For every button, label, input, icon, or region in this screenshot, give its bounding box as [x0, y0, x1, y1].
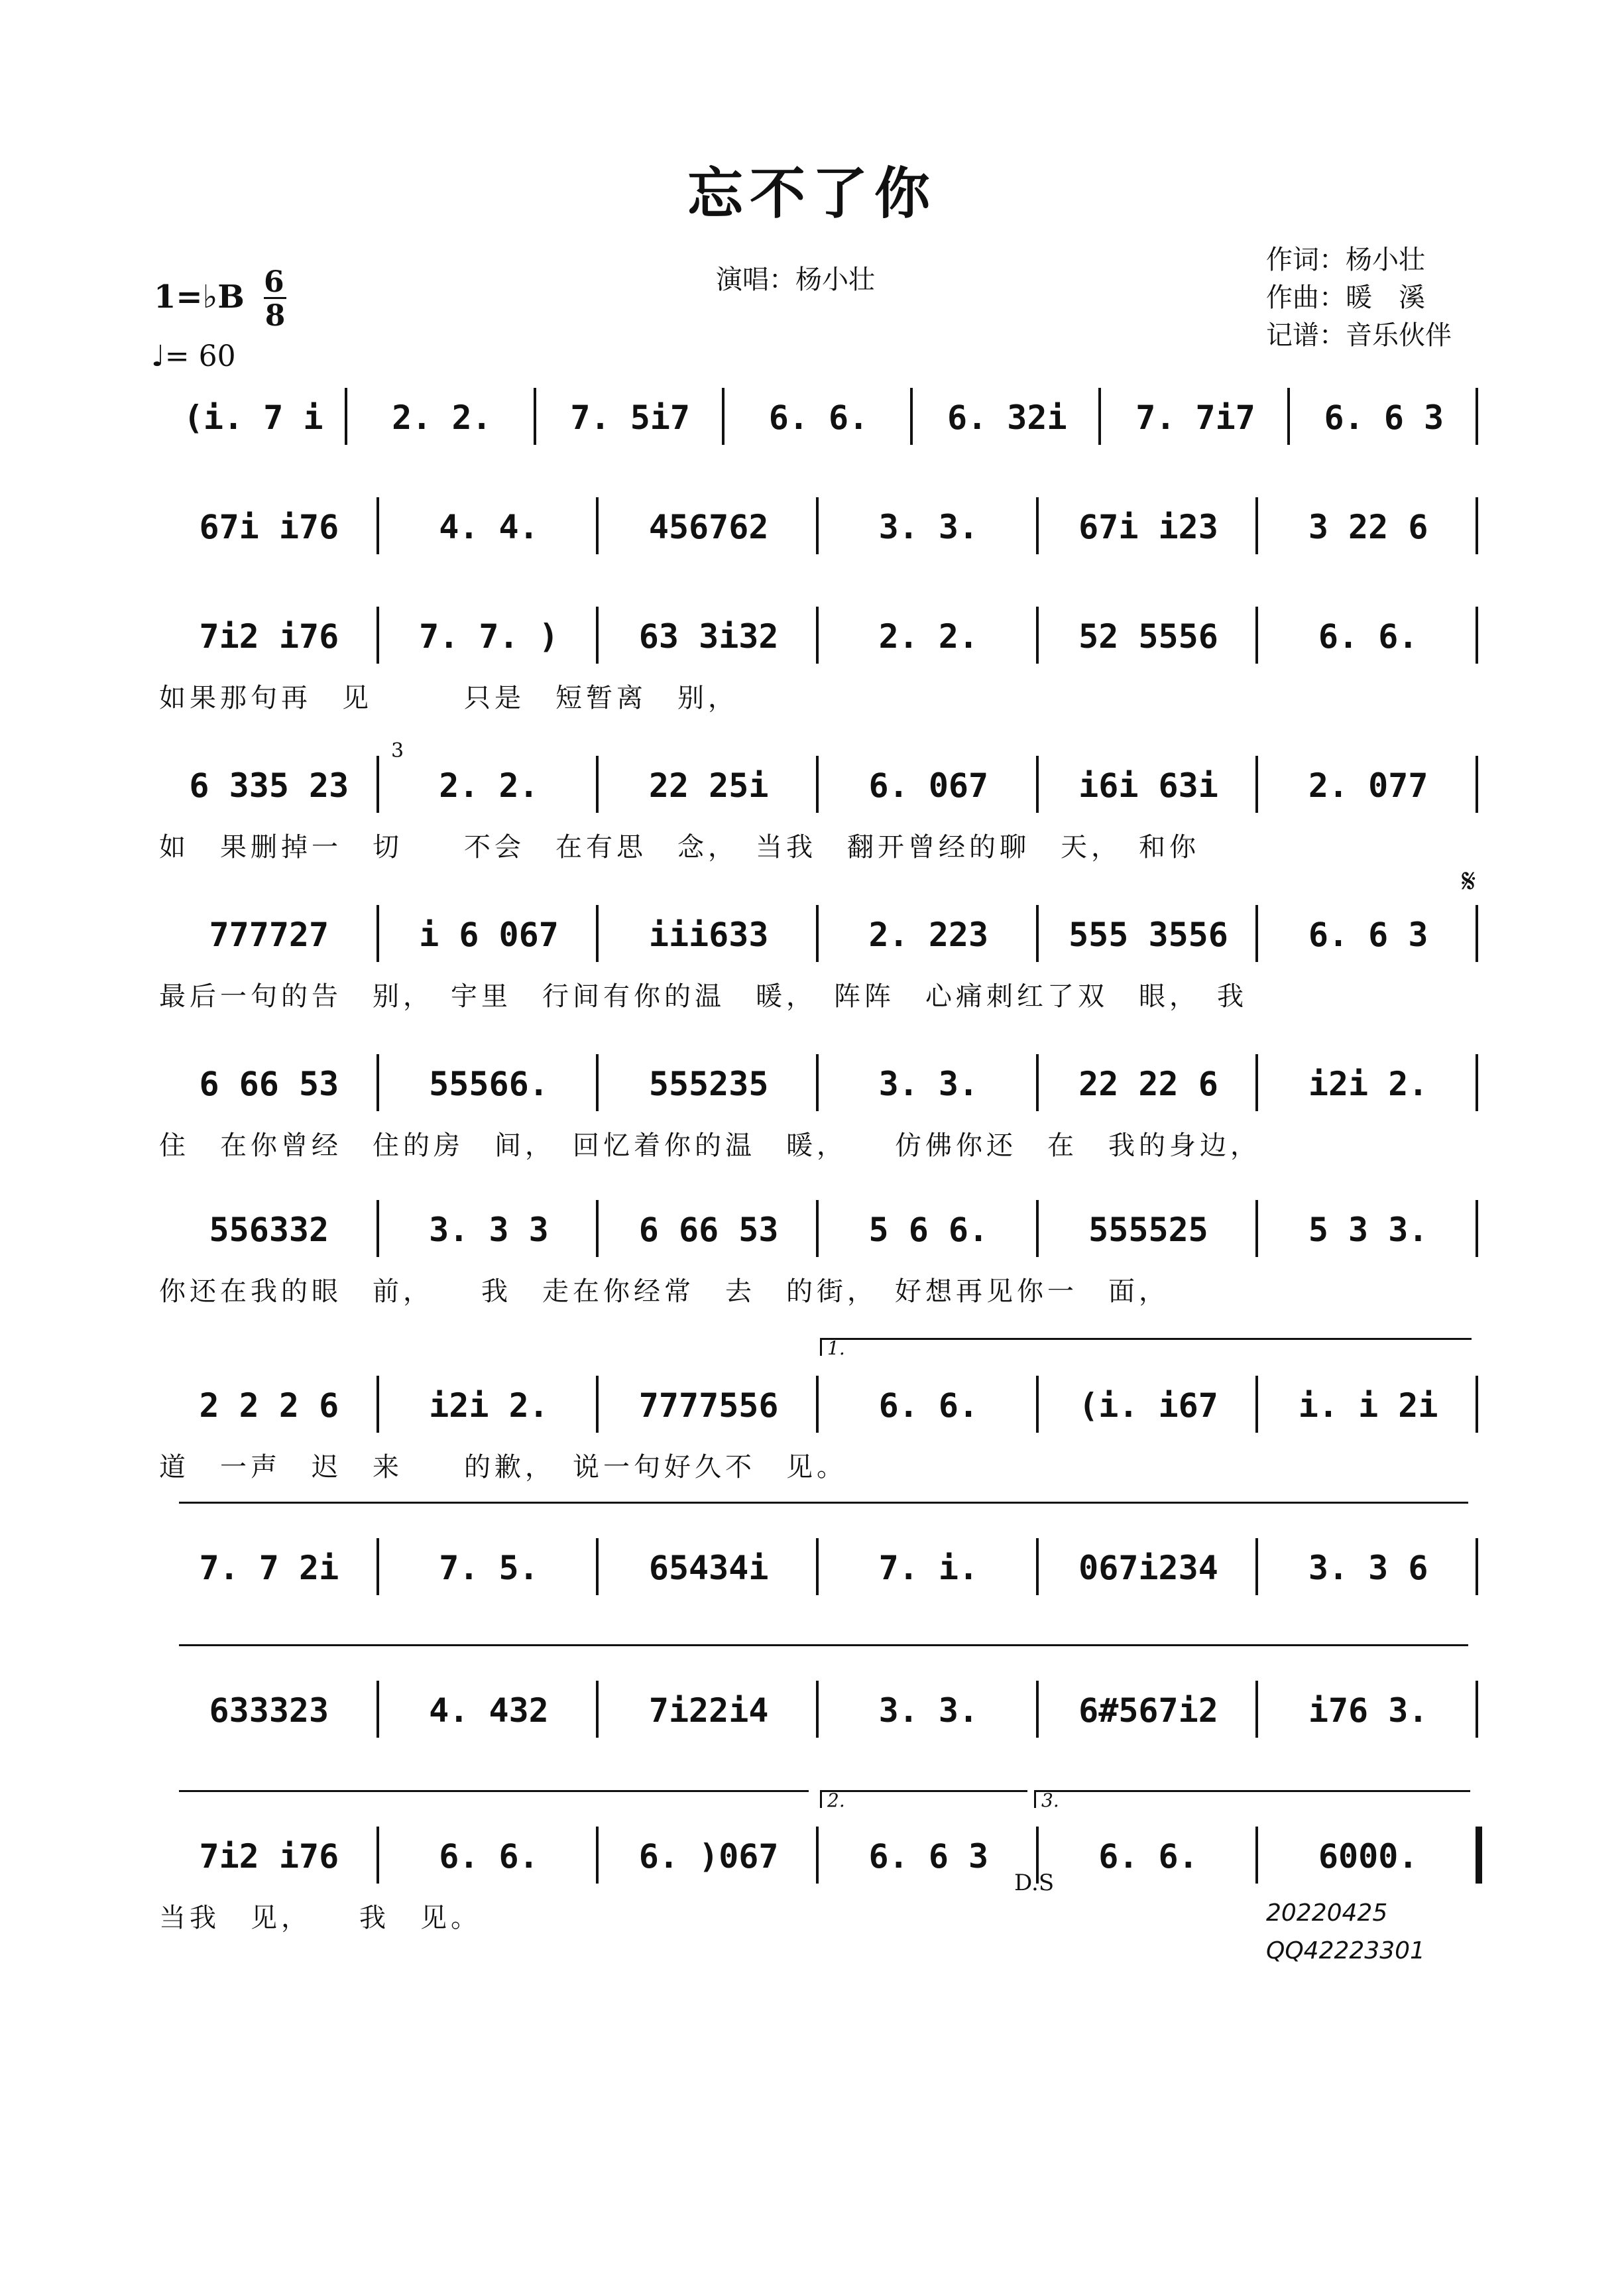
measure: 67i i23 [1078, 508, 1218, 546]
measure: 65434i [648, 1549, 769, 1587]
bar-line [816, 905, 819, 962]
measure: 6. 6. [1098, 1837, 1198, 1876]
lyric-line: 如 果删掉一 切 不会 在有思 念， 当我 翻开曾经的聊 天， 和你 [159, 832, 1200, 863]
measure: 5 3 3. [1308, 1211, 1428, 1249]
bar-line [816, 1538, 819, 1595]
bracket-line [179, 1644, 1468, 1646]
bar-line [722, 388, 725, 445]
measure: 6#567i2 [1078, 1691, 1218, 1730]
measure: 3 22 6 [1308, 508, 1428, 546]
measure: 555 3556 [1069, 916, 1228, 954]
bar-line [596, 1376, 599, 1433]
bar-line [1255, 1200, 1258, 1257]
measure: 633323 [209, 1691, 329, 1730]
breath-mark: 3 [391, 739, 404, 762]
measure: i2i 2. [429, 1386, 549, 1425]
measure: (i. 7 i [183, 398, 323, 437]
bar-line [816, 1376, 819, 1433]
measure: 6. 067 [868, 766, 989, 805]
measure: 22 22 6 [1078, 1065, 1218, 1103]
notation-line [159, 1382, 1478, 1429]
measure: 5 6 6. [868, 1211, 989, 1249]
notation-line [159, 504, 1478, 550]
date-stamp: 20220425 [1266, 1899, 1388, 1927]
bar-line [910, 388, 913, 445]
bar-line [345, 388, 347, 445]
notation-line [159, 1207, 1478, 1253]
bar-line [596, 1827, 599, 1884]
measure: 3. 3. [878, 1065, 979, 1103]
bar-line [1476, 1538, 1478, 1595]
notation-line [159, 1061, 1478, 1107]
measure: iii633 [648, 916, 769, 954]
measure: 63 3i32 [638, 617, 779, 656]
bar-line [1476, 905, 1478, 962]
bar-line [816, 756, 819, 813]
measure: 3. 3. [878, 1691, 979, 1730]
time-signature-bottom: 8 [264, 297, 286, 333]
measure: 4. 4. [439, 508, 539, 546]
measure: 2. 2. [392, 398, 492, 437]
bar-line [816, 1200, 819, 1257]
measure: 2 2 2 6 [199, 1386, 339, 1425]
bar-line [1476, 1200, 1478, 1257]
bar-line [1476, 497, 1478, 554]
singer-credit: 演唱：杨小壮 [716, 265, 875, 295]
measure: 7i2 i76 [199, 617, 339, 656]
measure: 3. 3 6 [1308, 1549, 1428, 1587]
notation-line [159, 1545, 1478, 1591]
measure: 6 66 53 [199, 1065, 339, 1103]
qq-stamp: QQ42223301 [1266, 1937, 1425, 1964]
bar-line [1255, 1827, 1258, 1884]
bar-line [816, 1827, 819, 1884]
lyric-line: 道 一声 迟 来 的歉， 说一句好久不 见。 [159, 1452, 847, 1482]
bar-line [1255, 905, 1258, 962]
bar-line [1476, 1376, 1478, 1433]
measure: 6. 6. [1318, 617, 1419, 656]
bracket-line [179, 1502, 1468, 1504]
bar-line [1036, 756, 1039, 813]
song-title: 忘不了你 [687, 160, 937, 226]
bar-line [1255, 1538, 1258, 1595]
bar-line [377, 1376, 379, 1433]
bar-line [1036, 497, 1039, 554]
measure: i76 3. [1308, 1691, 1428, 1730]
measure: 456762 [648, 508, 769, 546]
bar-line [1036, 1054, 1039, 1111]
measure: 067i234 [1078, 1549, 1218, 1587]
lyric-line: 住 在你曾经 住的房 间， 回忆着你的温 暖， 仿佛你还 在 我的身边， [159, 1130, 1261, 1161]
notation-line [159, 912, 1478, 958]
measure: 555525 [1088, 1211, 1208, 1249]
bar-line [596, 1054, 599, 1111]
measure: 2. 223 [868, 916, 989, 954]
measure: 67i i76 [199, 508, 339, 546]
measure: 3. 3 3 [429, 1211, 549, 1249]
bar-line [1255, 607, 1258, 664]
bar-line [377, 497, 379, 554]
bar-line [1287, 388, 1290, 445]
measure: 777727 [209, 916, 329, 954]
measure: 6. 6 3 [1308, 916, 1428, 954]
bar-line [534, 388, 536, 445]
bar-line [816, 1681, 819, 1738]
lyric-line: 当我 见， 我 见。 [159, 1903, 481, 1933]
bar-line [596, 497, 599, 554]
bar-line [1476, 1054, 1478, 1111]
bar-line [377, 1681, 379, 1738]
measure: 6. 6 3 [868, 1837, 989, 1876]
bar-line [377, 1827, 379, 1884]
bar-line [1255, 756, 1258, 813]
bar-line [1036, 1538, 1039, 1595]
measure: 7777556 [638, 1386, 779, 1425]
measure: 6. 6. [768, 398, 869, 437]
bracket-line [179, 1790, 809, 1792]
measure: i. i 2i [1298, 1386, 1438, 1425]
volta-first-ending: 1. [820, 1338, 1472, 1356]
key-signature: 1=♭B [154, 278, 245, 316]
measure: i 6 067 [419, 916, 559, 954]
bar-line [596, 1200, 599, 1257]
composer-credit: 作曲：暖 溪 [1266, 282, 1425, 313]
bar-line [1255, 1376, 1258, 1433]
ds-mark: D.S [1014, 1870, 1055, 1896]
notation-line [159, 394, 1478, 441]
notation-line [159, 613, 1478, 660]
bar-line [1476, 388, 1478, 445]
lyric-line: 最后一句的告 别， 宇里 行间有你的温 暖， 阵阵 心痛刺红了双 眼， 我 [159, 981, 1247, 1012]
measure: 6. )067 [638, 1837, 779, 1876]
bar-line [1255, 497, 1258, 554]
bar-line [816, 497, 819, 554]
measure: 2. 077 [1308, 766, 1428, 805]
measure: (i. i67 [1078, 1386, 1218, 1425]
measure: 7. 5. [439, 1549, 539, 1587]
tempo-mark: ♩= 60 [151, 339, 236, 373]
measure: 55566. [429, 1065, 549, 1103]
measure: 7i22i4 [648, 1691, 769, 1730]
lyric-line: 如果那句再 见 只是 短暂离 别， [159, 683, 738, 713]
bar-line [377, 1054, 379, 1111]
measure: 7. i. [878, 1549, 979, 1587]
volta-second-ending: 2. [820, 1790, 1027, 1808]
measure: 6. 6. [878, 1386, 979, 1425]
transcriber-credit: 记谱：音乐伙伴 [1266, 320, 1452, 351]
measure: 7. 7i7 [1135, 398, 1255, 437]
measure: 6000. [1318, 1837, 1419, 1876]
bar-line [596, 607, 599, 664]
measure: 3. 3. [878, 508, 979, 546]
measure: 7. 7. ) [419, 617, 559, 656]
bar-line [596, 756, 599, 813]
bar-line [596, 1538, 599, 1595]
measure: 555235 [648, 1065, 769, 1103]
bar-line [1036, 607, 1039, 664]
bar-line [1255, 1054, 1258, 1111]
bar-line [377, 905, 379, 962]
time-signature-top: 6 [264, 265, 284, 299]
measure: 7. 7 2i [199, 1549, 339, 1587]
bar-line [596, 1681, 599, 1738]
notation-line [159, 762, 1478, 809]
bar-line [1036, 1200, 1039, 1257]
bar-line [596, 905, 599, 962]
bar-line [816, 607, 819, 664]
measure: i2i 2. [1308, 1065, 1428, 1103]
measure: 7. 5i7 [570, 398, 691, 437]
measure: 6 66 53 [638, 1211, 779, 1249]
measure: 556332 [209, 1211, 329, 1249]
bar-line [377, 1538, 379, 1595]
bar-line [1036, 1376, 1039, 1433]
bar-line [377, 1200, 379, 1257]
measure: 52 5556 [1078, 617, 1218, 656]
bar-line [1476, 1827, 1482, 1884]
bar-line [377, 607, 379, 664]
notation-line [159, 1687, 1478, 1734]
volta-third-ending: 3. [1034, 1790, 1470, 1808]
bar-line [1476, 607, 1478, 664]
measure: 4. 432 [429, 1691, 549, 1730]
bar-line [1036, 905, 1039, 962]
bar-line [1255, 1681, 1258, 1738]
segno-mark: 𝄋 [1462, 862, 1476, 900]
measure: i6i 63i [1078, 766, 1218, 805]
bar-line [1476, 1681, 1478, 1738]
bar-line [1098, 388, 1101, 445]
measure: 22 25i [648, 766, 769, 805]
measure: 6. 6. [439, 1837, 539, 1876]
lyric-line: 你还在我的眼 前， 我 走在你经常 去 的街， 好想再见你一 面， [159, 1276, 1169, 1307]
bar-line [1036, 1681, 1039, 1738]
lyricist-credit: 作词：杨小壮 [1266, 245, 1425, 275]
bar-line [377, 756, 379, 813]
notation-line [159, 1833, 1478, 1880]
measure: 7i2 i76 [199, 1837, 339, 1876]
measure: 6. 6 3 [1324, 398, 1444, 437]
measure: 6 335 23 [189, 766, 349, 805]
measure: 2. 2. [439, 766, 539, 805]
measure: 2. 2. [878, 617, 979, 656]
measure: 6. 32i [947, 398, 1067, 437]
bar-line [1476, 756, 1478, 813]
bar-line [816, 1054, 819, 1111]
